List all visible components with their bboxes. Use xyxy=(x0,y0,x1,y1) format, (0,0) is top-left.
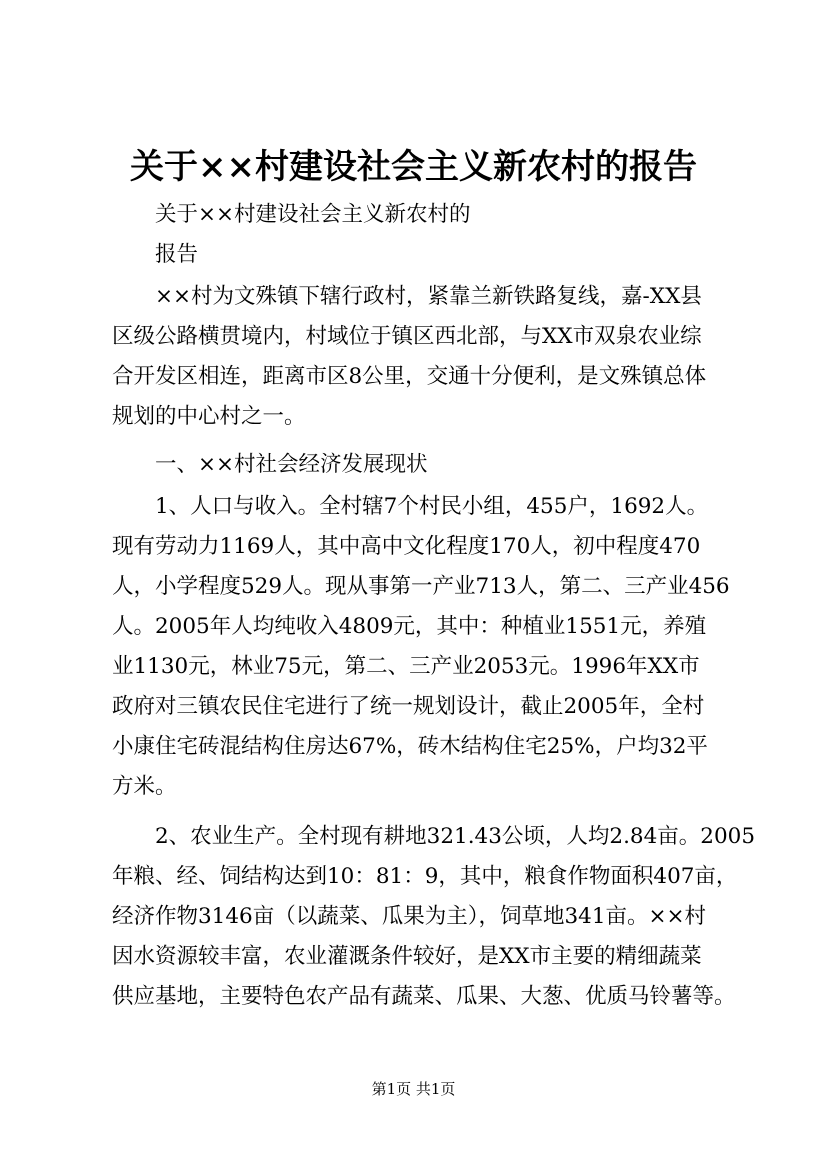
body-line: 2、农业生产。全村现有耕地321.43公顷，人均2.84亩。2005 xyxy=(155,824,755,849)
body-line: 人。2005年人均纯收入4809元，其中：种植业1551元，养殖 xyxy=(112,614,707,639)
body-line: 供应基地，主要特色农产品有蔬菜、瓜果、大葱、优质马铃薯等。 xyxy=(112,984,736,1009)
body-line: 区级公路横贯境内，村域位于镇区西北部，与XX市双泉农业综 xyxy=(112,324,702,349)
body-line: 经济作物3146亩（以蔬菜、瓜果为主），饲草地341亩。××村 xyxy=(112,904,707,929)
document-title: 关于××村建设社会主义新农村的报告 xyxy=(130,147,697,187)
section-heading: 一、××村社会经济发展现状 xyxy=(155,452,428,477)
body-line: 现有劳动力1169人，其中高中文化程度170人，初中程度470 xyxy=(112,534,701,559)
body-line: 因水资源较丰富，农业灌溉条件较好，是XX市主要的精细蔬菜 xyxy=(112,944,702,969)
body-line: ××村为文殊镇下辖行政村，紧靠兰新铁路复线，嘉-XX县 xyxy=(155,284,702,309)
body-line: 1、人口与收入。全村辖7个村民小组，455户，1692人。 xyxy=(155,494,709,519)
body-line: 规划的中心村之一。 xyxy=(112,404,306,429)
body-line: 年粮、经、饲结构达到10：81：9，其中，粮食作物面积407亩， xyxy=(112,864,738,889)
page-footer: 第1页 共1页 xyxy=(371,1080,456,1098)
body-line: 政府对三镇农民住宅进行了统一规划设计，截止2005年，全村 xyxy=(112,694,705,719)
subtitle-line-2: 报告 xyxy=(155,242,199,267)
body-line: 业1130元，林业75元，第二、三产业2053元。1996年XX市 xyxy=(112,654,700,679)
body-line: 小康住宅砖混结构住房达67%，砖木结构住宅25%，户均32平 xyxy=(112,734,708,759)
body-line: 方米。 xyxy=(112,774,177,799)
subtitle-line-1: 关于××村建设社会主义新农村的 xyxy=(155,202,471,227)
body-line: 人，小学程度529人。现从事第一产业713人，第二、三产业456 xyxy=(112,574,730,599)
body-line: 合开发区相连，距离市区8公里，交通十分便利，是文殊镇总体 xyxy=(112,364,707,389)
